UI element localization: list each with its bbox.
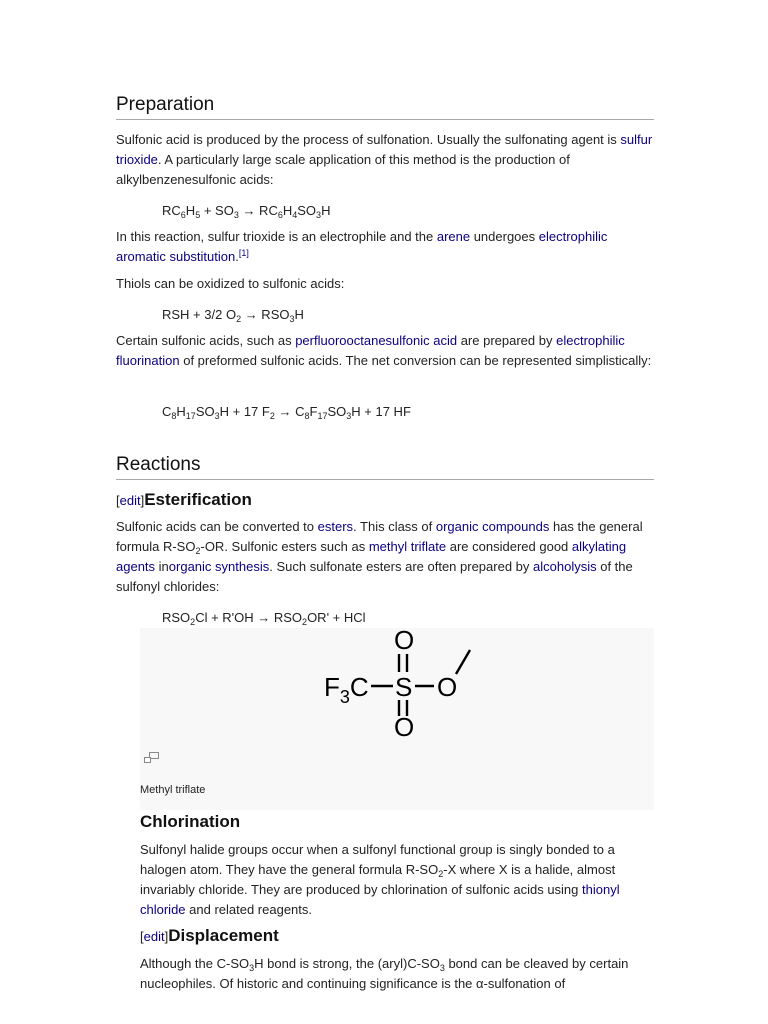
link-methyl-triflate[interactable]: methyl triflate xyxy=(368,539,447,554)
link-alcoholysis[interactable]: alcoholysis xyxy=(533,559,597,574)
paragraph-displacement: Although the $C-SO_3H$ bond is strong, the $(aryl)C-SO_3$ bond can be cleaved by certain nucleophiles. Of historic and continuing significance is the α-sulfonation of xyxy=(140,956,629,991)
text: In this reaction, sulfur trioxide is an electrophile and the xyxy=(116,229,437,244)
subsection-heading-esterification: [edit]Esterification xyxy=(116,490,252,509)
magnify-icon[interactable] xyxy=(144,752,160,764)
text: of preformed sulfonic acids. The net conversion can be represented simplistically: xyxy=(179,353,652,368)
link-organic-synthesis[interactable]: organic synthesis xyxy=(168,559,270,574)
link-organic-compounds[interactable]: organic compounds xyxy=(435,519,550,534)
paragraph-electrophile xyxy=(116,227,656,267)
atom-O-bottom: O xyxy=(394,712,415,742)
paragraph-chlorination: Sulfonyl halide groups occur when a sulfonyl functional group is singly bonded to a halogen atom. They have the general formula $R-SO_2-X$ where X is a halide, almost invariably chloride. They are produced by chlorination of sulfonic acids using thionyl chloride and related reagents. xyxy=(140,842,620,917)
equation-fluorination: $C_8H_{17}SO_3H + 17$ $F_2 \to C_8F_{17}SO_3H + 17$ HF xyxy=(162,404,411,421)
text: Sulfonic acid is produced by the process of sulfonation. Usually the sulfonating agent is xyxy=(116,132,621,147)
text: Certain sulfonic acids, such as xyxy=(116,333,296,348)
reference-link-1[interactable]: [1] xyxy=(238,248,249,258)
section-heading-preparation: Preparation xyxy=(116,94,654,120)
subsection-heading-displacement: [edit]Displacement xyxy=(140,926,279,945)
heading-text: Displacement xyxy=(168,926,279,945)
link-esters[interactable]: esters xyxy=(317,519,354,534)
text: are prepared by xyxy=(457,333,557,348)
figure-caption: Methyl triflate xyxy=(140,784,206,796)
paragraph-esterification: Sulfonic acids can be converted to esters. This class of organic compounds has the general formula $R-SO_2-OR$. Sulfonic esters such as methyl triflate are considered good alkylating agents inorganic synthesis. Such sulfonate esters are often prepared by alcoholysis of the sulfonyl chlorides: xyxy=(116,519,643,594)
link-perfluorooctanesulfonic-acid[interactable]: perfluorooctanesulfonic acid xyxy=(295,333,458,348)
methyl-triflate-structure xyxy=(140,628,654,748)
atom-F3C: $F_3C$ xyxy=(324,672,369,707)
edit-link-displacement[interactable]: edit xyxy=(143,929,165,944)
link-alkylating-agents[interactable]: alkylating agents xyxy=(116,539,627,574)
text: undergoes xyxy=(470,229,539,244)
text: . A particularly large scale application of this method is the production of alkylbenzenesulfonic acids: xyxy=(116,152,570,187)
link-electrophilic-fluorination[interactable]: electrophilic fluorination xyxy=(116,333,625,368)
equation-esterification: $RSO_2Cl + R'OH \to RSO_2OR'$ + HCl xyxy=(162,610,366,627)
section-heading-reactions: Reactions xyxy=(116,454,654,480)
link-sulfur-trioxide[interactable]: sulfur trioxide xyxy=(116,132,653,167)
link-electrophilic-aromatic-substitution[interactable]: electrophilic aromatic substitution xyxy=(116,229,608,264)
subsection-heading-chlorination: Chlorination xyxy=(140,812,241,831)
link-arene[interactable]: arene xyxy=(436,229,471,244)
atom-O-top: O xyxy=(394,628,415,655)
paragraph-fluorination xyxy=(116,331,656,371)
paragraph-thiols: Thiols can be oxidized to sulfonic acids: xyxy=(116,276,345,291)
text: . xyxy=(235,249,239,264)
heading-text: Esterification xyxy=(144,490,252,509)
paragraph-sulfonation xyxy=(116,130,656,190)
atom-O-ester: O xyxy=(437,672,458,702)
edit-link-esterification[interactable]: edit xyxy=(119,493,141,508)
figure-methyl-triflate xyxy=(140,628,654,810)
equation-sulfonation: $RC_6H_5 + SO_3 \to RC_6H_4SO_3H$ xyxy=(162,203,331,220)
link-thionyl-chloride[interactable]: thionyl chloride xyxy=(140,882,620,917)
atom-S: S xyxy=(395,672,413,702)
equation-thiol-oxidation: RSH + 3/2 $O_2 \to RSO_3H$ xyxy=(162,307,304,324)
